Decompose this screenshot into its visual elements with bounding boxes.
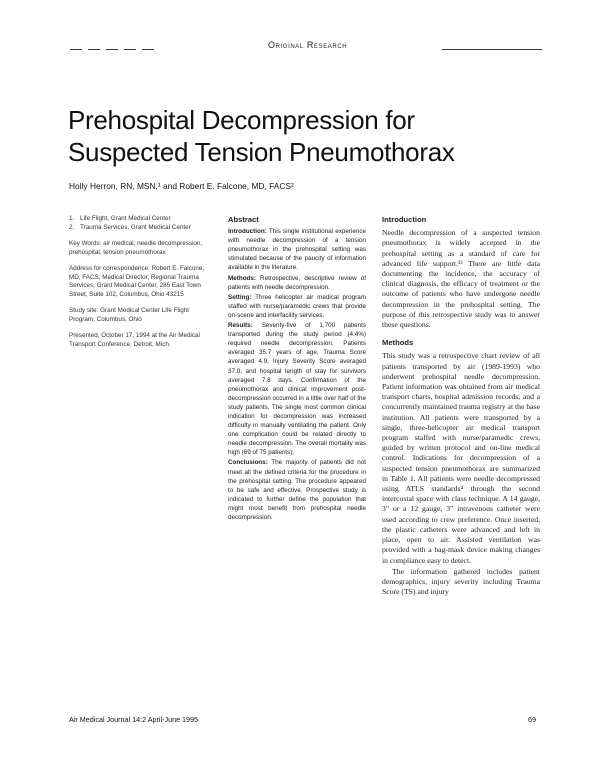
title-line-2: Suspected Tension Pneumothorax — [68, 137, 455, 167]
introduction-paragraph: Needle decompression of a suspected tension pneumothorax is widely accepted in the prehospital setting as a standard of care for advanced life support.¹³ There are little data documenting the incidence, the accuracy of clinical diagnosis, the efficacy of treatment or the outcome of patients who have undergone needle decompression in the prehospital setting. The purpose of this retrospective study was to answer these questions. — [382, 228, 540, 330]
abstract-setting — [228, 293, 366, 320]
study-site: Study site: Grant Medical Center Life Flight Program, Columbus, Ohio — [69, 307, 190, 324]
header-dash — [124, 49, 136, 50]
methods-paragraph: This study was a retrospective chart review of all patients transported by air (1989-1993) who underwent prehospital needle decompression. Patient information was obtained from air medical transport charts, hospital admission records, and a concurrently maintained trauma registry at the base institution. All patients were transported by a single, three-helicopter air medical transport program staffed with nurse/paramedic crews, guided by written protocol and on-line medical control. Indications for decompression of a suspected tension pneumothorax are summarized in Table 1. All patients were needle decompressed using ATLS standards⁴ through the second intercostal space with class technique. A 14 gauge, 3" or a 12 gauge, 3" intravenous catheter were used according to crew preference. Once inserted, the plastic catheters were advanced and left in place, open to air. Assisted ventilation was provided with a bag-mask device making changes in compliance easy to detect. — [382, 351, 540, 565]
section-label: Original Research — [262, 40, 353, 50]
affiliation-text: Trauma Services, Grant Medical Center — [80, 223, 191, 231]
methods-heading: Methods — [382, 338, 414, 348]
abstract-column — [228, 215, 366, 523]
methods-paragraph: The information gathered includes patient demographics, injury severity including Trauma Score (TS) and injury — [382, 566, 540, 597]
body-column — [382, 215, 540, 598]
introduction-heading: Introduction — [382, 215, 427, 224]
left-sidebar-column — [69, 215, 209, 357]
article-title — [68, 104, 548, 168]
journal-citation: Air Medical Journal 14:2 April-June 1995 — [69, 715, 199, 724]
affiliation — [69, 224, 209, 233]
abstract-label: Setting: — [228, 293, 252, 301]
affiliation-number: 1. — [69, 215, 75, 222]
affiliation-text: Life Flight, Grant Medical Center — [80, 215, 171, 222]
abstract-text: Seventy-five of 1,700 patients transported during the study period (4.4%) required needle decompression. Patients averaged 35.7 years of age, Trauma Score averaged 4.9, Injury Severity Score averaged 37.0, and hospital length of stay for survivors averaged 7.8 days. Confirmation of the pneumothorax and clinical improvement post-decompression occurred in a little over half of the study patients. The single most common clinical indication for decompression was increased difficulty in manually ventilating the patient. Only one complication could be related directly to needle decompression. The overall mortality was high (69 of 75 patients). — [228, 322, 366, 457]
header-dash — [142, 49, 154, 50]
header-line — [442, 49, 542, 50]
abstract-conclusions — [228, 458, 366, 522]
abstract-label: Results: — [228, 322, 253, 330]
abstract-text: Retrospective, descriptive review of patients with needle decompression. — [228, 274, 367, 291]
abstract-methods — [228, 274, 366, 292]
abstract-heading: Abstract — [228, 215, 259, 224]
affiliation-number: 2. — [69, 223, 75, 231]
abstract-label: Methods: — [228, 274, 256, 282]
title-line-1: Prehospital Decompression for — [68, 105, 415, 135]
correspondence-address: Address for correspondence: Robert E. Falcone, MD, FACS, Medical Director, Regional Trauma Services, Grant Medical Center, 285 East Town Street, Suite 102, Columbus, Ohio 43215 — [69, 264, 205, 299]
header-dash — [106, 49, 118, 50]
author-line: Holly Herron, RN, MSN,¹ and Robert E. Falcone, MD, FACS² — [69, 181, 294, 191]
abstract-label: Conclusions: — [228, 459, 268, 467]
abstract-label: Introduction: — [228, 228, 267, 236]
abstract-results — [228, 321, 366, 457]
header-dash — [88, 49, 100, 50]
abstract-text: Three helicopter air medical program staffed with nurse/paramedic crews that provide on-scene and interfacility services. — [228, 293, 366, 319]
abstract-text: The majority of patients did not meet all the defined criteria for the procedure in the prehospital setting. The procedure appeared to be safe and effective. Prospective study is indicated to further define the population that might most benefit from prehospital needle decompression. — [228, 459, 367, 521]
affiliation — [69, 215, 209, 224]
abstract-text: This single institutional experience with needle decompression of a tension pneumothorax in the prehospital setting was stimulated because of the paucity of information available in the literature. — [228, 228, 366, 272]
header-dash — [70, 49, 82, 50]
keywords: Key Words: air medical, needle decompression, prehospital, tension pneumothorax — [69, 239, 203, 256]
presentation-note: Presented, October 17, 1994 at the Air Medical Transport Conference, Detroit, Mich. — [69, 332, 200, 348]
abstract-introduction — [228, 227, 366, 272]
page-number: 69 — [528, 715, 536, 724]
